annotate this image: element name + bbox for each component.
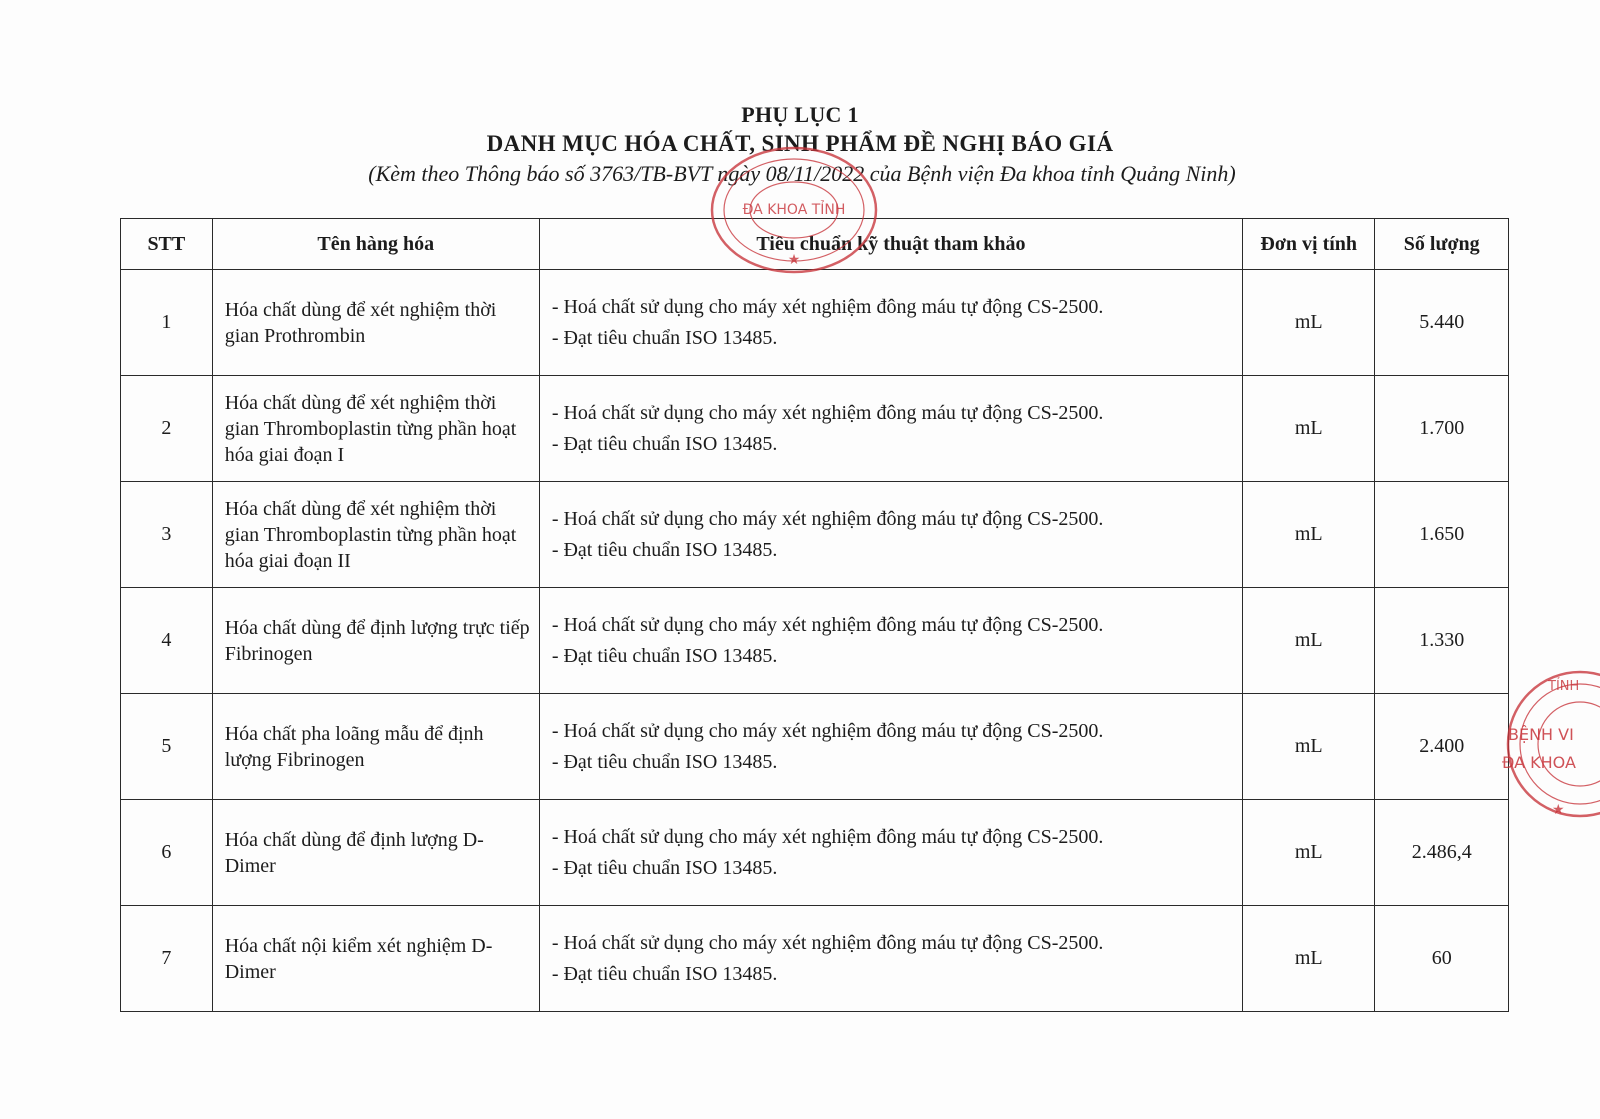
cell-spec (539, 906, 1242, 1012)
header-name: Tên hàng hóa (212, 219, 539, 270)
cell-qty: 1.650 (1375, 482, 1509, 588)
cell-stt: 6 (121, 800, 213, 906)
cell-name: Hóa chất dùng để xét nghiệm thời gian Prothrombin (212, 270, 539, 376)
cell-spec (539, 270, 1242, 376)
cell-qty: 2.486,4 (1375, 800, 1509, 906)
cell-qty: 2.400 (1375, 694, 1509, 800)
header-qty: Số lượng (1375, 219, 1509, 270)
seal-line2: ĐA KHOA (1502, 753, 1576, 772)
spec-line-machine: - Hoá chất sử dụng cho máy xét nghiệm đông máu tự động CS-2500. (551, 295, 1104, 318)
spec-line-iso: - Đạt tiêu chuẩn ISO 13485. (551, 750, 778, 773)
spec-line-iso: - Đạt tiêu chuẩn ISO 13485. (551, 962, 778, 985)
header-unit: Đơn vị tính (1242, 219, 1374, 270)
seal-line1: BỆNH VI (1508, 725, 1574, 744)
spec-line-iso: - Đạt tiêu chuẩn ISO 13485. (551, 538, 778, 561)
cell-unit: mL (1242, 800, 1374, 906)
spec-line-machine: - Hoá chất sử dụng cho máy xét nghiệm đông máu tự động CS-2500. (551, 401, 1104, 424)
cell-unit: mL (1242, 482, 1374, 588)
svg-text:★: ★ (1552, 802, 1565, 818)
table-row (121, 270, 1509, 376)
spec-line-iso: - Đạt tiêu chuẩn ISO 13485. (551, 856, 778, 879)
cell-name: Hóa chất dùng để định lượng trực tiếp Fibrinogen (212, 588, 539, 694)
cell-spec (539, 376, 1242, 482)
cell-spec (539, 588, 1242, 694)
header-spec: Tiêu chuẩn kỹ thuật tham khảo (539, 219, 1242, 270)
cell-unit: mL (1242, 270, 1374, 376)
spec-line-iso: - Đạt tiêu chuẩn ISO 13485. (551, 644, 778, 667)
table-header-row (121, 219, 1509, 270)
cell-name: Hóa chất nội kiểm xét nghiệm D-Dimer (212, 906, 539, 1012)
spec-line-iso: - Đạt tiêu chuẩn ISO 13485. (551, 432, 778, 455)
document-subtitle: (Kèm theo Thông báo số 3763/TB-BVT ngày 08/11/2022 của Bệnh viện Đa khoa tỉnh Quảng Ninh) (368, 161, 1236, 186)
spec-line-machine: - Hoá chất sử dụng cho máy xét nghiệm đông máu tự động CS-2500. (551, 719, 1104, 742)
cell-stt: 7 (121, 906, 213, 1012)
table-row (121, 800, 1509, 906)
cell-stt: 5 (121, 694, 213, 800)
seal-arc-text: TỈNH (1548, 679, 1580, 694)
svg-text:★: ★ (787, 252, 801, 268)
cell-stt: 1 (121, 270, 213, 376)
table-row (121, 588, 1509, 694)
cell-qty: 5.440 (1375, 270, 1509, 376)
cell-name: Hóa chất dùng để xét nghiệm thời gian Thromboplastin từng phần hoạt hóa giai đoạn II (212, 482, 539, 588)
cell-qty: 1.700 (1375, 376, 1509, 482)
spec-line-iso: - Đạt tiêu chuẩn ISO 13485. (551, 326, 778, 349)
spec-line-machine: - Hoá chất sử dụng cho máy xét nghiệm đông máu tự động CS-2500. (551, 613, 1104, 636)
list-title: DANH MỤC HÓA CHẤT, SINH PHẨM ĐỀ NGHỊ BÁO GIÁ (486, 131, 1114, 156)
cell-qty: 1.330 (1375, 588, 1509, 694)
seal-text: ĐA KHOA TỈNH (742, 202, 846, 218)
table-row (121, 376, 1509, 482)
cell-spec (539, 482, 1242, 588)
cell-unit: mL (1242, 376, 1374, 482)
cell-name: Hóa chất dùng để định lượng D-Dimer (212, 800, 539, 906)
cell-name: Hóa chất pha loãng mẫu để định lượng Fibrinogen (212, 694, 539, 800)
table-row (121, 694, 1509, 800)
cell-stt: 4 (121, 588, 213, 694)
cell-qty: 60 (1375, 906, 1509, 1012)
cell-spec (539, 800, 1242, 906)
spec-line-machine: - Hoá chất sử dụng cho máy xét nghiệm đông máu tự động CS-2500. (551, 825, 1104, 848)
cell-stt: 2 (121, 376, 213, 482)
goods-table (120, 218, 1509, 1012)
spec-line-machine: - Hoá chất sử dụng cho máy xét nghiệm đông máu tự động CS-2500. (551, 507, 1104, 530)
header-stt: STT (121, 219, 213, 270)
table-row (121, 482, 1509, 588)
cell-spec (539, 694, 1242, 800)
table-row (121, 906, 1509, 1012)
cell-unit: mL (1242, 588, 1374, 694)
cell-unit: mL (1242, 694, 1374, 800)
appendix-title: PHỤ LỤC 1 (741, 102, 859, 127)
cell-name: Hóa chất dùng để xét nghiệm thời gian Thromboplastin từng phần hoạt hóa giai đoạn I (212, 376, 539, 482)
cell-stt: 3 (121, 482, 213, 588)
spec-line-machine: - Hoá chất sử dụng cho máy xét nghiệm đông máu tự động CS-2500. (551, 931, 1104, 954)
cell-unit: mL (1242, 906, 1374, 1012)
